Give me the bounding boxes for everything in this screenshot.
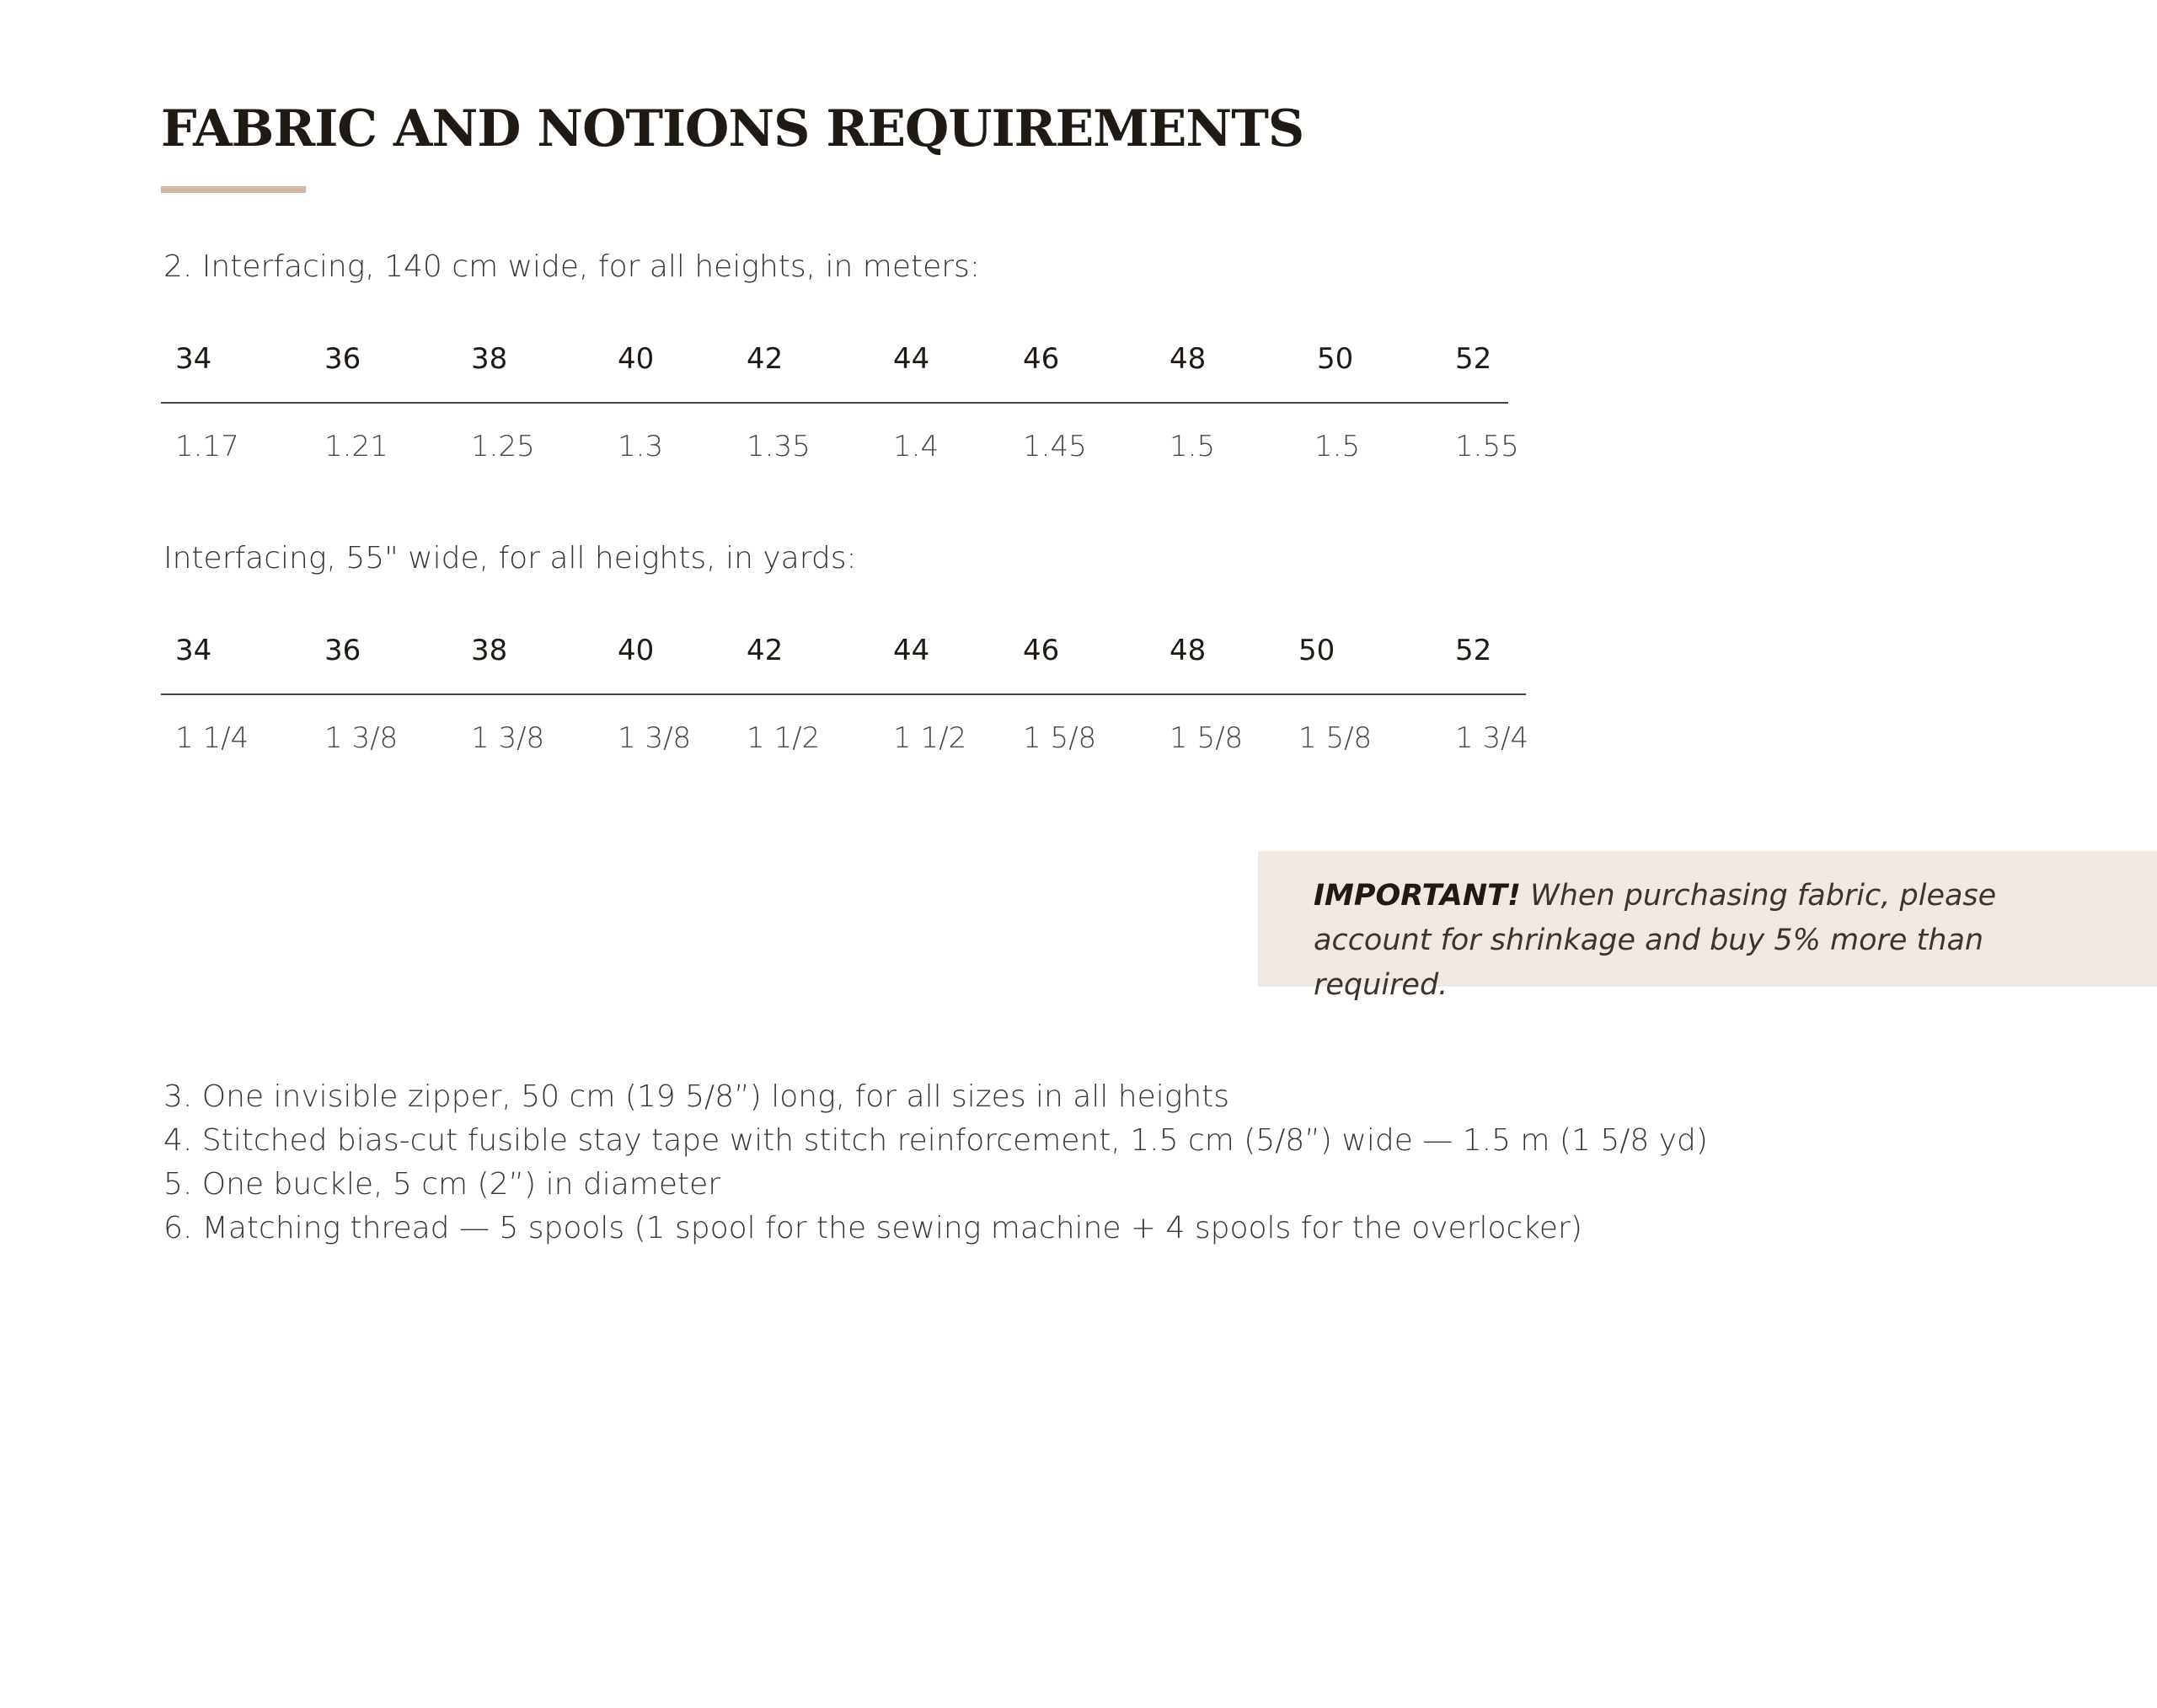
yards-size-cell: 52 bbox=[1455, 634, 1492, 667]
yards-value-cell: 1 5/8 bbox=[1298, 721, 1373, 755]
yards-size-cell: 46 bbox=[1023, 634, 1060, 667]
yards-value-cell: 1 3/8 bbox=[324, 721, 399, 755]
yards-value-cell: 1 5/8 bbox=[1023, 721, 1097, 755]
list-item: 5. One buckle, 5 cm (2”) in diameter bbox=[163, 1167, 721, 1202]
yards-value-cell: 1 3/4 bbox=[1455, 721, 1529, 755]
meters-table-rule bbox=[161, 402, 1508, 404]
list-item: 4. Stitched bias-cut fusible stay tape with stitch reinforcement, 1.5 cm (5/8”) wide — 1.5 m (1 5/8 yd) bbox=[163, 1123, 1708, 1158]
meters-value-cell: 1.4 bbox=[893, 430, 939, 463]
meters-size-cell: 38 bbox=[471, 342, 508, 376]
meters-value-cell: 1.45 bbox=[1023, 430, 1087, 463]
meters-size-cell: 50 bbox=[1317, 342, 1354, 376]
meters-value-cell: 1.25 bbox=[471, 430, 535, 463]
meters-size-cell: 34 bbox=[175, 342, 212, 376]
notions-list bbox=[163, 1075, 1708, 1250]
list-item: 6. Matching thread — 5 spools (1 spool for the sewing machine + 4 spools for the overlocker) bbox=[163, 1211, 1582, 1245]
yards-table-label: Interfacing, 55" wide, for all heights, in yards: bbox=[163, 541, 857, 576]
yards-table-rule bbox=[161, 693, 1526, 695]
meters-value-cell: 1.17 bbox=[175, 430, 239, 463]
important-note-heading: IMPORTANT! bbox=[1314, 879, 1522, 913]
meters-value-cell: 1.5 bbox=[1169, 430, 1216, 463]
yards-size-cell: 36 bbox=[324, 634, 361, 667]
meters-value-cell: 1.21 bbox=[324, 430, 388, 463]
important-note-text bbox=[1314, 874, 2055, 1008]
yards-size-cell: 50 bbox=[1298, 634, 1335, 667]
page-title: FABRIC AND NOTIONS REQUIREMENTS bbox=[161, 99, 1304, 158]
meters-value-cell: 1.35 bbox=[747, 430, 811, 463]
meters-value-cell: 1.5 bbox=[1314, 430, 1361, 463]
list-item: 3. One invisible zipper, 50 cm (19 5/8”) long, for all sizes in all heights bbox=[163, 1079, 1230, 1114]
meters-table-label: 2. Interfacing, 140 cm wide, for all heights, in meters: bbox=[163, 249, 980, 284]
yards-size-cell: 48 bbox=[1169, 634, 1207, 667]
meters-size-cell: 48 bbox=[1169, 342, 1207, 376]
yards-size-cell: 38 bbox=[471, 634, 508, 667]
title-underline bbox=[161, 186, 306, 193]
meters-size-cell: 40 bbox=[618, 342, 655, 376]
yards-size-cell: 44 bbox=[893, 634, 930, 667]
meters-size-cell: 52 bbox=[1455, 342, 1492, 376]
yards-value-cell: 1 1/2 bbox=[747, 721, 821, 755]
meters-size-cell: 46 bbox=[1023, 342, 1060, 376]
meters-value-cell: 1.55 bbox=[1455, 430, 1519, 463]
meters-size-cell: 42 bbox=[747, 342, 784, 376]
yards-size-cell: 42 bbox=[747, 634, 784, 667]
yards-size-cell: 40 bbox=[618, 634, 655, 667]
yards-value-cell: 1 1/4 bbox=[175, 721, 249, 755]
yards-size-cell: 34 bbox=[175, 634, 212, 667]
yards-value-cell: 1 1/2 bbox=[893, 721, 967, 755]
important-note bbox=[1258, 851, 2157, 1002]
meters-size-cell: 36 bbox=[324, 342, 361, 376]
meters-size-cell: 44 bbox=[893, 342, 930, 376]
meters-value-cell: 1.3 bbox=[618, 430, 664, 463]
important-note-body: When purchasing fabric, please account for shrinkage and buy 5% more than required. bbox=[1314, 879, 1997, 1002]
yards-value-cell: 1 3/8 bbox=[618, 721, 692, 755]
yards-value-cell: 1 5/8 bbox=[1169, 721, 1244, 755]
yards-value-cell: 1 3/8 bbox=[471, 721, 545, 755]
